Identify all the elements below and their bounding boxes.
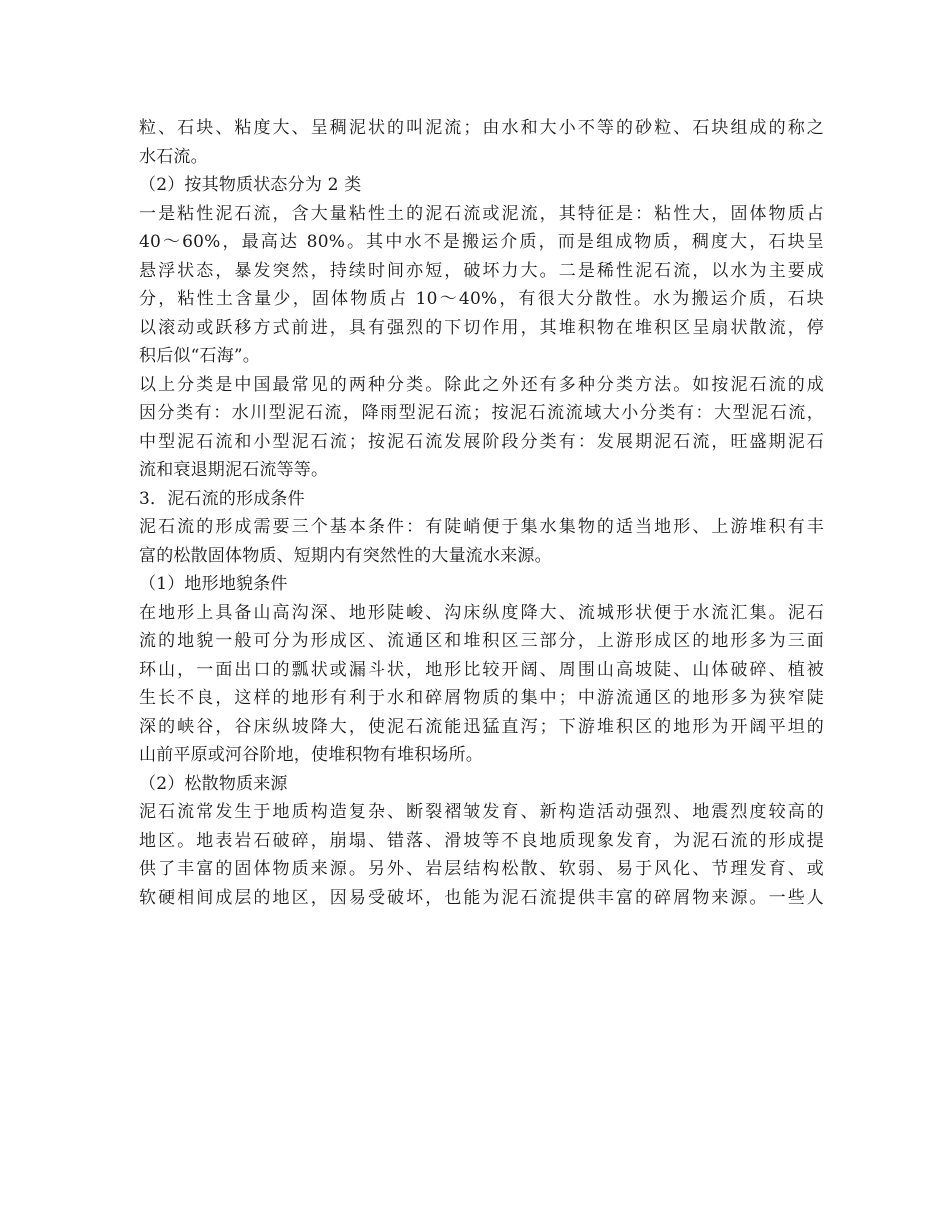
text-line: 悬浮状态，暴发突然，持续时间亦短，破坏力大。二是稀性泥石流，以水为主要成 <box>139 260 824 281</box>
text-line: 在地形上具备山高沟深、地形陡峻、沟床纵度降大、流城形状便于水流汇集。泥石 <box>139 602 824 623</box>
text-line: 分，粘性土含量少，固体物质占 10～40%，有很大分散性。水为搬运介质，石块 <box>139 289 824 309</box>
text-line: 水石流。 <box>139 146 208 167</box>
text-line: 以上分类是中国最常见的两种分类。除此之外还有多种分类方法。如按泥石流的成 <box>139 374 824 395</box>
text-line: 中型泥石流和小型泥石流；按泥石流发展阶段分类有：发展期泥石流，旺盛期泥石 <box>139 431 824 452</box>
text-line: 3．泥石流的形成条件 <box>139 488 305 509</box>
text-line: 深的峡谷，谷床纵坡降大，使泥石流能迅猛直泻；下游堆积区的地形为开阔平坦的 <box>139 716 824 737</box>
text-line: 供了丰富的固体物质来源。另外、岩层结构松散、软弱、易于风化、节理发育、或 <box>139 859 824 879</box>
text-line: 以滚动或跃移方式前进，具有强烈的下切作用，其堆积物在堆积区呈扇状散流，停 <box>139 317 824 338</box>
text-line: 积后似“石海”。 <box>139 346 260 366</box>
text-line: 泥石流的形成需要三个基本条件：有陡峭便于集水集物的适当地形、上游堆积有丰 <box>139 517 824 537</box>
document-body <box>139 114 824 912</box>
text-line: （1）地形地貌条件 <box>139 574 288 594</box>
text-line: 环山，一面出口的瓢状或漏斗状，地形比较开阔、周围山高坡陡、山体破碎、植被 <box>139 659 824 680</box>
text-line: 富的松散固体物质、短期内有突然性的大量流水来源。 <box>139 545 552 566</box>
text-line: 生长不良，这样的地形有利于水和碎屑物质的集中；中游流通区的地形多为狭窄陡 <box>139 688 824 708</box>
text-line: 流和衰退期泥石流等等。 <box>139 460 329 480</box>
text-line: 40～60%，最高达 80%。其中水不是搬运介质，而是组成物质，稠度大，石块呈 <box>139 232 824 252</box>
text-line: 地区。地表岩石破碎，崩塌、错落、滑坡等不良地质现象发育，为泥石流的形成提 <box>139 830 824 851</box>
text-line: 流的地貌一般可分为形成区、流通区和堆积区三部分，上游形成区的地形多为三面 <box>139 631 824 651</box>
text-line: 一是粘性泥石流，含大量粘性土的泥石流或泥流，其特征是：粘性大，固体物质占 <box>139 203 824 224</box>
text-line: （2）按其物质状态分为 2 类 <box>139 175 362 195</box>
text-line: 因分类有：水川型泥石流，降雨型泥石流；按泥石流流域大小分类有：大型泥石流， <box>139 403 824 423</box>
text-line: 山前平原或河谷阶地，使堆积物有堆积场所。 <box>139 745 483 765</box>
text-line: （2）松散物质来源 <box>139 773 288 794</box>
text-line: 软硬相间成层的地区，因易受破坏，也能为泥石流提供丰富的碎屑物来源。一些人 <box>139 887 824 908</box>
text-line: 粒、石块、粘度大、呈稠泥状的叫泥流；由水和大小不等的砂粒、石块组成的称之 <box>139 118 824 138</box>
text-line: 泥石流常发生于地质构造复杂、断裂褶皱发育、新构造活动强烈、地震烈度较高的 <box>139 802 824 822</box>
